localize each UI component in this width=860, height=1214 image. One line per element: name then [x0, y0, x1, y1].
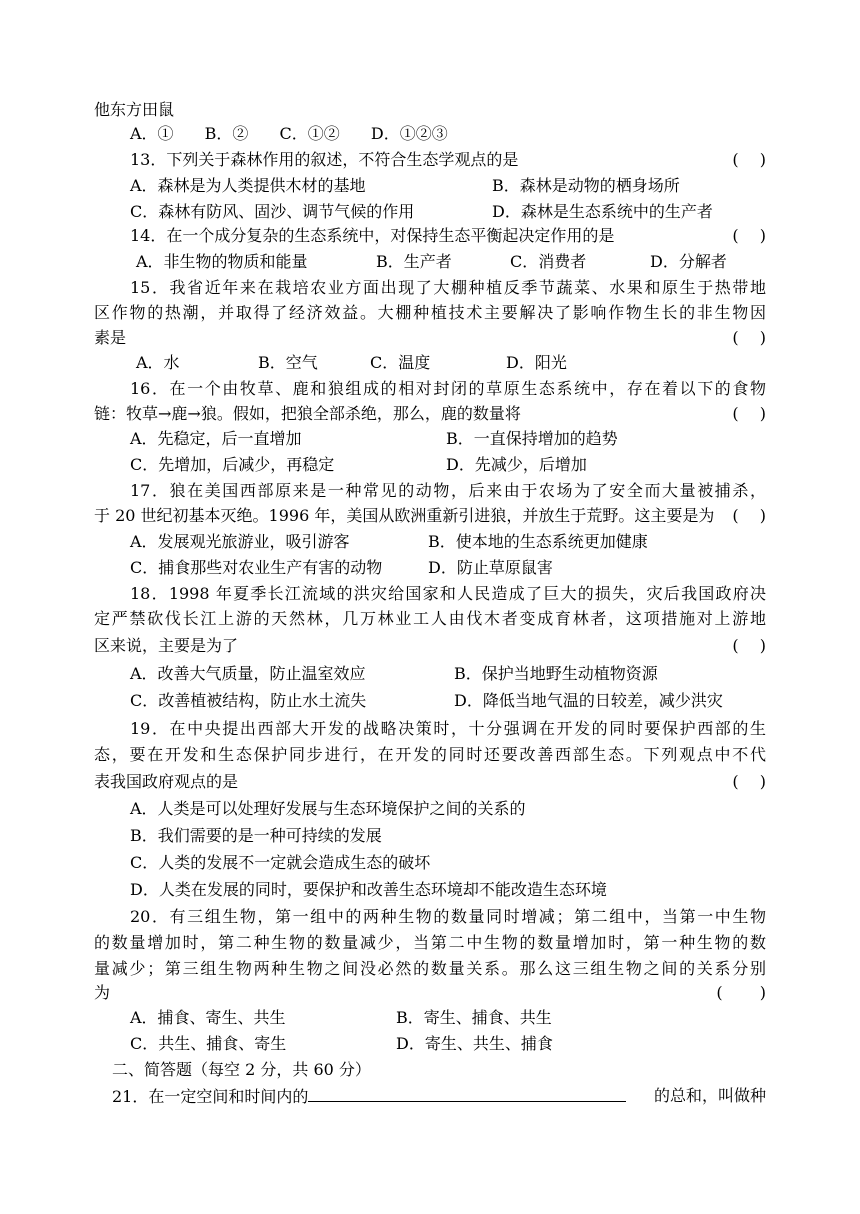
q15-option-b: B．空气 [258, 353, 318, 372]
q17-options-row2 [130, 555, 766, 581]
q16-line2 [94, 401, 766, 427]
q21-line1 [112, 1083, 766, 1109]
q21-pre: 21．在一定空间和时间内的 [112, 1087, 309, 1106]
q17-option-a: A．发展观光旅游业，吸引游客 [130, 532, 350, 551]
q17-option-c: C．捕食那些对农业生产有害的动物 [130, 558, 383, 577]
q14-option-c: C．消费者 [510, 252, 587, 271]
q12-options [130, 121, 766, 147]
q14-options [136, 249, 766, 275]
q17-line2 [94, 503, 766, 529]
q18-stem-end: 区来说，主要是为了 [94, 636, 239, 655]
q19-line1: 19．在中央提出西部大开发的战略决策时，十分强调在开发的同时要保护西部的生 [130, 719, 766, 738]
q20-line4 [94, 980, 766, 1006]
q19-line2: 态，要在开发和生态保护同步进行，在开发的同时还要改善西部生态。下列观点中不代 [94, 745, 766, 764]
q13-stem: 13．下列关于森林作用的叙述，不符合生态学观点的是 [130, 150, 519, 169]
q12-option-d: D．①②③ [370, 124, 448, 143]
q17-answer-paren: ( ) [732, 506, 766, 525]
q15-option-d: D．阳光 [506, 353, 567, 372]
q17-option-d: D．防止草原鼠害 [428, 558, 553, 577]
q20-options-row1 [130, 1005, 766, 1031]
q20-option-c: C．共生、捕食、寄生 [130, 1034, 287, 1053]
section-heading: 二、简答题（每空 2 分，共 60 分） [112, 1060, 371, 1079]
q15-line1: 15．我省近年来在栽培农业方面出现了大棚种植反季节蔬菜、水果和原生于热带地 [130, 278, 766, 297]
q20-line3: 量减少；第三组生物两种生物之间没必然的数量关系。那么这三组生物之间的关系分别 [94, 959, 766, 978]
q16-options-row1 [130, 426, 766, 452]
q15-options [136, 350, 766, 376]
q15-stem-end: 素是 [94, 328, 127, 347]
q19-option-b: B．我们需要的是一种可持续的发展 [130, 826, 382, 845]
q18-option-a: A．改善大气质量，防止温室效应 [130, 664, 366, 683]
q16-options-row2 [130, 452, 766, 478]
q12-option-b: B．② [204, 124, 249, 143]
q18-options-row1 [130, 661, 766, 687]
q15-option-c: C．温度 [370, 353, 431, 372]
q16-option-c: C．先增加，后减少，再稳定 [130, 455, 335, 474]
q20-line1: 20．有三组生物，第一组中的两种生物的数量同时增减；第二组中，当第一中生物 [130, 907, 766, 926]
q18-line2: 定严禁砍伐长江上游的天然林，几万林业工人由伐木者变成育林者，这项措施对上游地 [94, 609, 766, 628]
q15-line2: 区作物的热潮，并取得了经济效益。大棚种植技术主要解决了影响作物生长的非生物因 [94, 303, 766, 322]
q18-line1: 18．1998 年夏季长江流域的洪灾给国家和人民造成了巨大的损失，灾后我国政府决 [130, 584, 766, 603]
q15-option-a: A．水 [136, 353, 180, 372]
q13-options-row1 [130, 173, 766, 199]
q13-stem-line [130, 147, 766, 173]
q20-options-row2 [130, 1031, 766, 1057]
q18-options-row2 [130, 688, 766, 714]
q14-stem: 14．在一个成分复杂的生态系统中，对保持生态平衡起决定作用的是 [130, 226, 615, 245]
q16-line1: 16．在一个由牧草、鹿和狼组成的相对封闭的草原生态系统中，存在着以下的食物 [130, 379, 766, 398]
q13-options-row2 [130, 199, 766, 225]
q13-option-d: D．森林是生态系统中的生产者 [492, 202, 713, 221]
q13-option-a: A．森林是为人类提供木材的基地 [130, 176, 366, 195]
q18-option-d: D．降低当地气温的日较差，减少洪灾 [454, 691, 723, 710]
q16-option-a: A．先稳定，后一直增加 [130, 429, 302, 448]
q17-line1: 17．狼在美国西部原来是一种常见的动物，后来由于农场为了安全而大量被捕杀， [130, 481, 766, 500]
q14-option-d: D．分解者 [650, 252, 727, 271]
q16-option-d: D．先减少，后增加 [446, 455, 587, 474]
q21-post: 的总和，叫做种 [653, 1086, 766, 1105]
q18-answer-paren: ( ) [732, 636, 766, 655]
q14-option-a: A．非生物的物质和能量 [136, 252, 308, 271]
q16-option-b: B．一直保持增加的趋势 [446, 429, 618, 448]
q21-answer-blank[interactable] [308, 1083, 626, 1102]
q20-stem-end: 为 [94, 983, 111, 1002]
q14-stem-line [130, 223, 766, 249]
q19-option-a: A．人类是可以处理好发展与生态环境保护之间的关系的 [130, 799, 526, 818]
q19-stem-end: 表我国政府观点的是 [94, 772, 239, 791]
q14-answer-paren: ( ) [732, 226, 766, 245]
q20-option-b: B．寄生、捕食、共生 [396, 1008, 552, 1027]
q19-answer-paren: ( ) [732, 772, 766, 791]
q15-answer-paren: ( ) [732, 328, 766, 347]
q19-option-d: D．人类在发展的同时，要保护和改善生态环境却不能改造生态环境 [130, 880, 607, 899]
q14-option-b: B．生产者 [376, 252, 452, 271]
q20-line2: 的数量增加时，第二种生物的数量减少，当第二中生物的数量增加时，第一种生物的数 [94, 933, 766, 952]
q18-option-c: C．改善植被结构，防止水土流失 [130, 691, 367, 710]
q17-options-row1 [130, 529, 766, 555]
q16-answer-paren: ( ) [732, 404, 766, 423]
q18-option-b: B．保护当地野生动植物资源 [454, 664, 658, 683]
q12-continuation: 他东方田鼠 [94, 100, 175, 119]
q19-option-c: C．人类的发展不一定就会造成生态的破坏 [130, 853, 431, 872]
q19-line3 [94, 769, 766, 795]
q21-stem-start [112, 1083, 626, 1109]
q20-answer-paren: ( ) [716, 983, 766, 1002]
q18-line3 [94, 633, 766, 659]
q12-option-a: A．① [130, 124, 174, 143]
q17-stem-end: 于 20 世纪初基本灭绝。1996 年，美国从欧洲重新引进狼，并放生于荒野。这主要是为 [94, 506, 715, 525]
q13-option-b: B．森林是动物的栖身场所 [492, 176, 680, 195]
q13-option-c: C．森林有防风、固沙、调节气候的作用 [130, 202, 415, 221]
q20-option-a: A．捕食、寄生、共生 [130, 1008, 286, 1027]
q15-line3 [94, 325, 766, 351]
q13-answer-paren: ( ) [732, 150, 766, 169]
q12-option-c: C．①② [279, 124, 340, 143]
q17-option-b: B．使本地的生态系统更加健康 [428, 532, 648, 551]
q20-option-d: D．寄生、共生、捕食 [396, 1034, 553, 1053]
q16-stem-end: 链：牧草→鹿→狼。假如，把狼全部杀绝，那么，鹿的数量将 [94, 404, 521, 423]
